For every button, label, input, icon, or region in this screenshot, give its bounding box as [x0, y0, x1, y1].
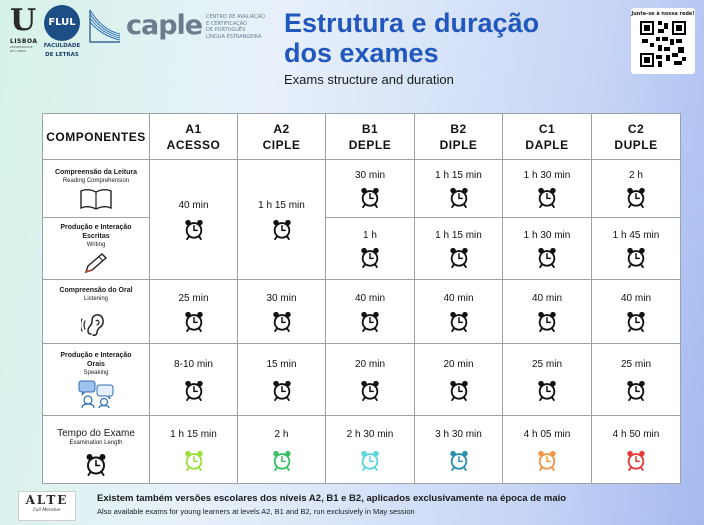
alarm-clock-icon	[448, 246, 470, 268]
row-label-writing	[43, 218, 150, 280]
duration-value: 25 min	[178, 292, 209, 304]
row-label-en: Speaking	[83, 370, 109, 376]
footer-note-pt: Existem também versões escolares dos níveis A2, B1 e B2, aplicados exclusivamente na época de maio	[97, 493, 567, 504]
row-label-total	[43, 416, 150, 484]
duration-value: 1 h 30 min	[523, 170, 571, 181]
duration-value: 2 h	[274, 429, 289, 440]
level-code: C1	[538, 121, 556, 136]
alarm-clock-icon	[183, 310, 205, 332]
duration-value: 40 min	[354, 292, 385, 304]
duration-value: 1 h 15 min	[435, 170, 482, 181]
flul-circle: FLUL	[44, 5, 80, 41]
book-icon	[79, 188, 113, 210]
alarm-clock-icon	[536, 186, 558, 208]
cell-c2-reading	[592, 160, 681, 218]
table-row-reading	[43, 160, 681, 218]
alarm-clock-icon	[271, 310, 293, 332]
level-name: DEPLE	[348, 137, 392, 152]
cell-b2-listening	[415, 280, 503, 344]
cell-b1-listening	[326, 280, 415, 344]
row-label-pt: Orais	[87, 361, 105, 368]
level-code: B2	[450, 121, 467, 136]
duration-value: 20 min	[443, 359, 474, 370]
duration-value: 3 h 30 min	[435, 429, 482, 440]
cell-a1-listening	[150, 280, 238, 344]
qr-label: Junte-se à nossa rede!	[631, 11, 695, 17]
level-name: DAPLE	[525, 137, 569, 152]
alarm-clock-icon	[536, 379, 558, 401]
caple-sub-line: LÍNGUA ESTRANGEIRA	[206, 33, 262, 40]
row-label-pt: Compreensão do Oral	[59, 286, 133, 294]
duration-value: 40 min	[443, 292, 474, 304]
table-row-listening	[43, 280, 681, 344]
duration-value: 40 min	[531, 292, 562, 304]
cell-b1-speaking	[326, 344, 415, 416]
cell-c1-listening	[503, 280, 592, 344]
header	[0, 0, 704, 100]
duration-value: 1 h 15 min	[435, 230, 482, 241]
cell-c1-writing	[503, 218, 592, 280]
level-header-a2	[238, 114, 326, 160]
cell-a2-listening	[238, 280, 326, 344]
alarm-clock-icon	[359, 310, 381, 332]
level-header-c2	[592, 114, 681, 160]
page-subtitle: Exams structure and duration	[284, 72, 454, 87]
cell-a2-total	[238, 416, 326, 484]
cell-c2-total	[592, 416, 681, 484]
alarm-clock-icon	[625, 186, 647, 208]
caple-subtitle	[206, 14, 274, 40]
flul-logo	[42, 5, 82, 59]
duration-value: 4 h 50 min	[612, 429, 660, 440]
duration-value: 1 h 15 min	[170, 429, 217, 440]
duration-value: 8-10 min	[174, 359, 213, 370]
alarm-clock-icon	[448, 310, 470, 332]
cell-c2-speaking	[592, 344, 681, 416]
caple-mark-icon	[88, 8, 122, 44]
duration-value: 30 min	[354, 170, 385, 181]
row-label-pt: Compreensão da Leitura	[54, 168, 138, 176]
alte-word: ALTE	[25, 493, 69, 507]
cell-b1-writing	[326, 218, 415, 280]
alarm-clock-icon	[271, 218, 293, 240]
footer-note-en: Also available exams for young learners at levels A2, B1 and B2, run exclusively in May session	[97, 507, 415, 516]
flul-line2: DE LETRAS	[45, 52, 79, 58]
table-row-speaking	[43, 344, 681, 416]
duration-value: 25 min	[620, 359, 651, 370]
cell-c1-reading	[503, 160, 592, 218]
duration-value: 1 h 30 min	[523, 230, 571, 241]
cell-c2-writing	[592, 218, 681, 280]
alarm-clock-icon	[183, 449, 205, 471]
cell-a2-reading-writing	[238, 160, 326, 280]
cell-a2-speaking	[238, 344, 326, 416]
level-name: ACESSO	[166, 137, 221, 152]
cell-b2-speaking	[415, 344, 503, 416]
cell-b1-reading	[326, 160, 415, 218]
alarm-clock-icon	[359, 379, 381, 401]
row-label-en: Listening	[83, 295, 109, 302]
table-row-total	[43, 416, 681, 484]
caple-wordmark: caple	[126, 10, 203, 41]
table-row-writing	[43, 218, 681, 280]
duration-value: 20 min	[354, 359, 385, 370]
alarm-clock-icon	[271, 449, 293, 471]
components-header: COMPONENTES	[43, 114, 150, 160]
duration-value: 30 min	[266, 292, 297, 304]
cell-b2-total	[415, 416, 503, 484]
level-code: A2	[273, 121, 290, 136]
cell-a1-total	[150, 416, 238, 484]
row-label-speaking	[43, 344, 150, 416]
alarm-clock-icon	[536, 246, 558, 268]
caple-sub-line: E CERTIFICAÇÃO	[206, 20, 247, 27]
level-header-a1	[150, 114, 238, 160]
caple-sub-line: CENTRO DE AVALIAÇÃO	[206, 14, 266, 20]
level-header-c1	[503, 114, 592, 160]
duration-value: 15 min	[266, 359, 297, 370]
duration-value: 2 h	[629, 170, 643, 181]
speech-heads-icon	[77, 380, 115, 408]
footer	[0, 487, 704, 525]
exam-structure-table	[42, 113, 681, 484]
level-header-b2	[415, 114, 503, 160]
flul-line1: FACULDADE	[43, 43, 81, 49]
alarm-clock-icon	[448, 186, 470, 208]
alarm-clock-icon	[359, 449, 381, 471]
cell-b2-reading	[415, 160, 503, 218]
duration-value: 25 min	[531, 359, 562, 370]
level-name: CIPLE	[262, 137, 301, 152]
duration-value: 40 min	[178, 200, 209, 211]
row-label-en: Writing	[86, 242, 106, 248]
duration-value: 40 min	[620, 292, 651, 304]
duration-value: 2 h 30 min	[346, 429, 394, 440]
row-label-listening	[43, 280, 150, 344]
alarm-clock-icon	[625, 310, 647, 332]
row-label-reading	[43, 160, 150, 218]
duration-value: 1 h 15 min	[258, 200, 305, 211]
alarm-clock-icon	[625, 449, 647, 471]
ear-icon	[81, 312, 111, 338]
alarm-clock-icon	[359, 246, 381, 268]
row-label-pt: Produção e Interação	[60, 352, 132, 359]
level-code: B1	[361, 121, 379, 136]
alarm-clock-icon	[183, 218, 205, 240]
duration-value: 1 h	[363, 230, 377, 241]
ulisboa-word: LISBOA	[10, 38, 38, 45]
alarm-clock-icon	[448, 379, 470, 401]
cell-a1-reading-writing	[150, 160, 238, 280]
pencil-icon	[82, 252, 110, 274]
cell-c1-speaking	[503, 344, 592, 416]
duration-value: 1 h 45 min	[612, 230, 660, 241]
level-name: DIPLE	[439, 137, 478, 152]
row-label-en: Examination Length	[69, 439, 123, 446]
alarm-clock-icon	[359, 186, 381, 208]
level-code: A1	[185, 121, 202, 136]
caple-sub-line: DE PORTUGUÊS	[206, 27, 246, 33]
row-label-pt: Escritas	[82, 233, 110, 240]
cell-b1-total	[326, 416, 415, 484]
caple-logo	[88, 8, 273, 48]
alte-logo	[18, 491, 76, 521]
ulisboa-letter: U	[10, 3, 37, 38]
alarm-clock-icon	[448, 449, 470, 471]
duration-value: 4 h 05 min	[523, 429, 571, 440]
alarm-clock-icon	[536, 449, 558, 471]
level-code: C2	[627, 121, 645, 136]
cell-a1-speaking	[150, 344, 238, 416]
header-row	[43, 114, 681, 160]
alarm-clock-icon	[536, 310, 558, 332]
row-label-en: Reading Comprehension	[62, 177, 130, 184]
title-line1: Estrutura e duração	[284, 8, 540, 38]
cell-b2-writing	[415, 218, 503, 280]
page-title	[284, 8, 539, 68]
level-name: DUPLE	[614, 137, 658, 152]
alarm-clock-icon	[625, 379, 647, 401]
title-line2: dos exames	[284, 38, 439, 68]
ulisboa-small: UNIVERSIDADE DE LISBOA	[10, 45, 33, 53]
alarm-clock-icon	[271, 379, 293, 401]
cell-c1-total	[503, 416, 592, 484]
row-label-pt: Produção e Interação	[60, 224, 132, 231]
alarm-clock-icon	[625, 246, 647, 268]
row-label-pt: Tempo do Exame	[57, 427, 135, 439]
alarm-clock-icon	[84, 452, 108, 476]
level-header-b1	[326, 114, 415, 160]
cell-c2-listening	[592, 280, 681, 344]
qr-code-box[interactable]	[631, 8, 695, 74]
alte-sub: Full Member	[33, 508, 61, 513]
alarm-clock-icon	[183, 379, 205, 401]
ulisboa-logo	[10, 3, 38, 53]
qr-code-icon	[638, 19, 688, 69]
